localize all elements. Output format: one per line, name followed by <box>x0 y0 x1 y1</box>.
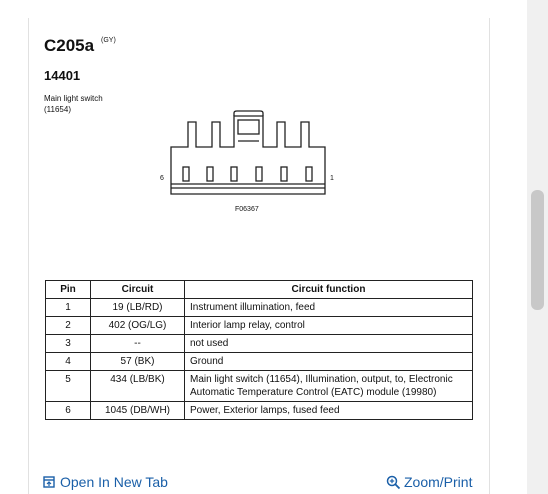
cell-circuit: -- <box>91 335 185 353</box>
pin-label-left: 6 <box>160 175 164 182</box>
table-row <box>46 335 473 353</box>
cell-circuit: 434 (LB/BK) <box>91 371 185 402</box>
cell-pin: 2 <box>46 317 91 335</box>
column-header-function: Circuit function <box>185 281 473 299</box>
part-number: 14401 <box>44 68 81 83</box>
zoom-print-link[interactable] <box>386 474 472 490</box>
cell-pin: 1 <box>46 299 91 317</box>
column-header-pin: Pin <box>46 281 91 299</box>
component-code: (11654) <box>44 105 71 114</box>
cell-function: Main light switch (11654), Illumination, output, to, Electronic Automatic Temperature Control (EATC) module (19980) <box>185 371 473 402</box>
cell-function: Instrument illumination, feed <box>185 299 473 317</box>
table-row <box>46 317 473 335</box>
table-header-row <box>46 281 473 299</box>
cell-pin: 5 <box>46 371 91 402</box>
table-row <box>46 299 473 317</box>
table-row <box>46 353 473 371</box>
column-header-circuit: Circuit <box>91 281 185 299</box>
frame-right-border <box>489 18 490 494</box>
action-bar <box>29 470 489 494</box>
cell-function: Interior lamp relay, control <box>185 317 473 335</box>
cell-pin: 6 <box>46 402 91 420</box>
connector-face-diagram <box>159 98 379 208</box>
component-name: Main light switch <box>44 94 103 103</box>
connector-color: (GY) <box>101 37 116 44</box>
cell-circuit: 402 (OG/LG) <box>91 317 185 335</box>
cell-pin: 4 <box>46 353 91 371</box>
cell-circuit: 57 (BK) <box>91 353 185 371</box>
connector-document <box>29 18 489 458</box>
zoom-print-label: Zoom/Print <box>404 474 473 490</box>
table-row <box>46 371 473 402</box>
cell-circuit: 1045 (DB/WH) <box>91 402 185 420</box>
cell-circuit: 19 (LB/RD) <box>91 299 185 317</box>
connector-id: C205a <box>44 36 95 55</box>
cell-function: not used <box>185 335 473 353</box>
scrollbar-thumb[interactable] <box>531 190 544 310</box>
pin-label-right: 1 <box>330 175 334 182</box>
open-new-tab-link[interactable] <box>43 474 168 490</box>
magnifier-zoom-icon <box>386 475 401 490</box>
open-new-tab-label: Open In New Tab <box>60 474 168 490</box>
open-new-tab-icon <box>43 476 55 488</box>
cell-pin: 3 <box>46 335 91 353</box>
cell-function: Ground <box>185 353 473 371</box>
table-row <box>46 402 473 420</box>
figure-id: F06367 <box>235 206 259 213</box>
cell-function: Power, Exterior lamps, fused feed <box>185 402 473 420</box>
pinout-table <box>45 280 473 420</box>
